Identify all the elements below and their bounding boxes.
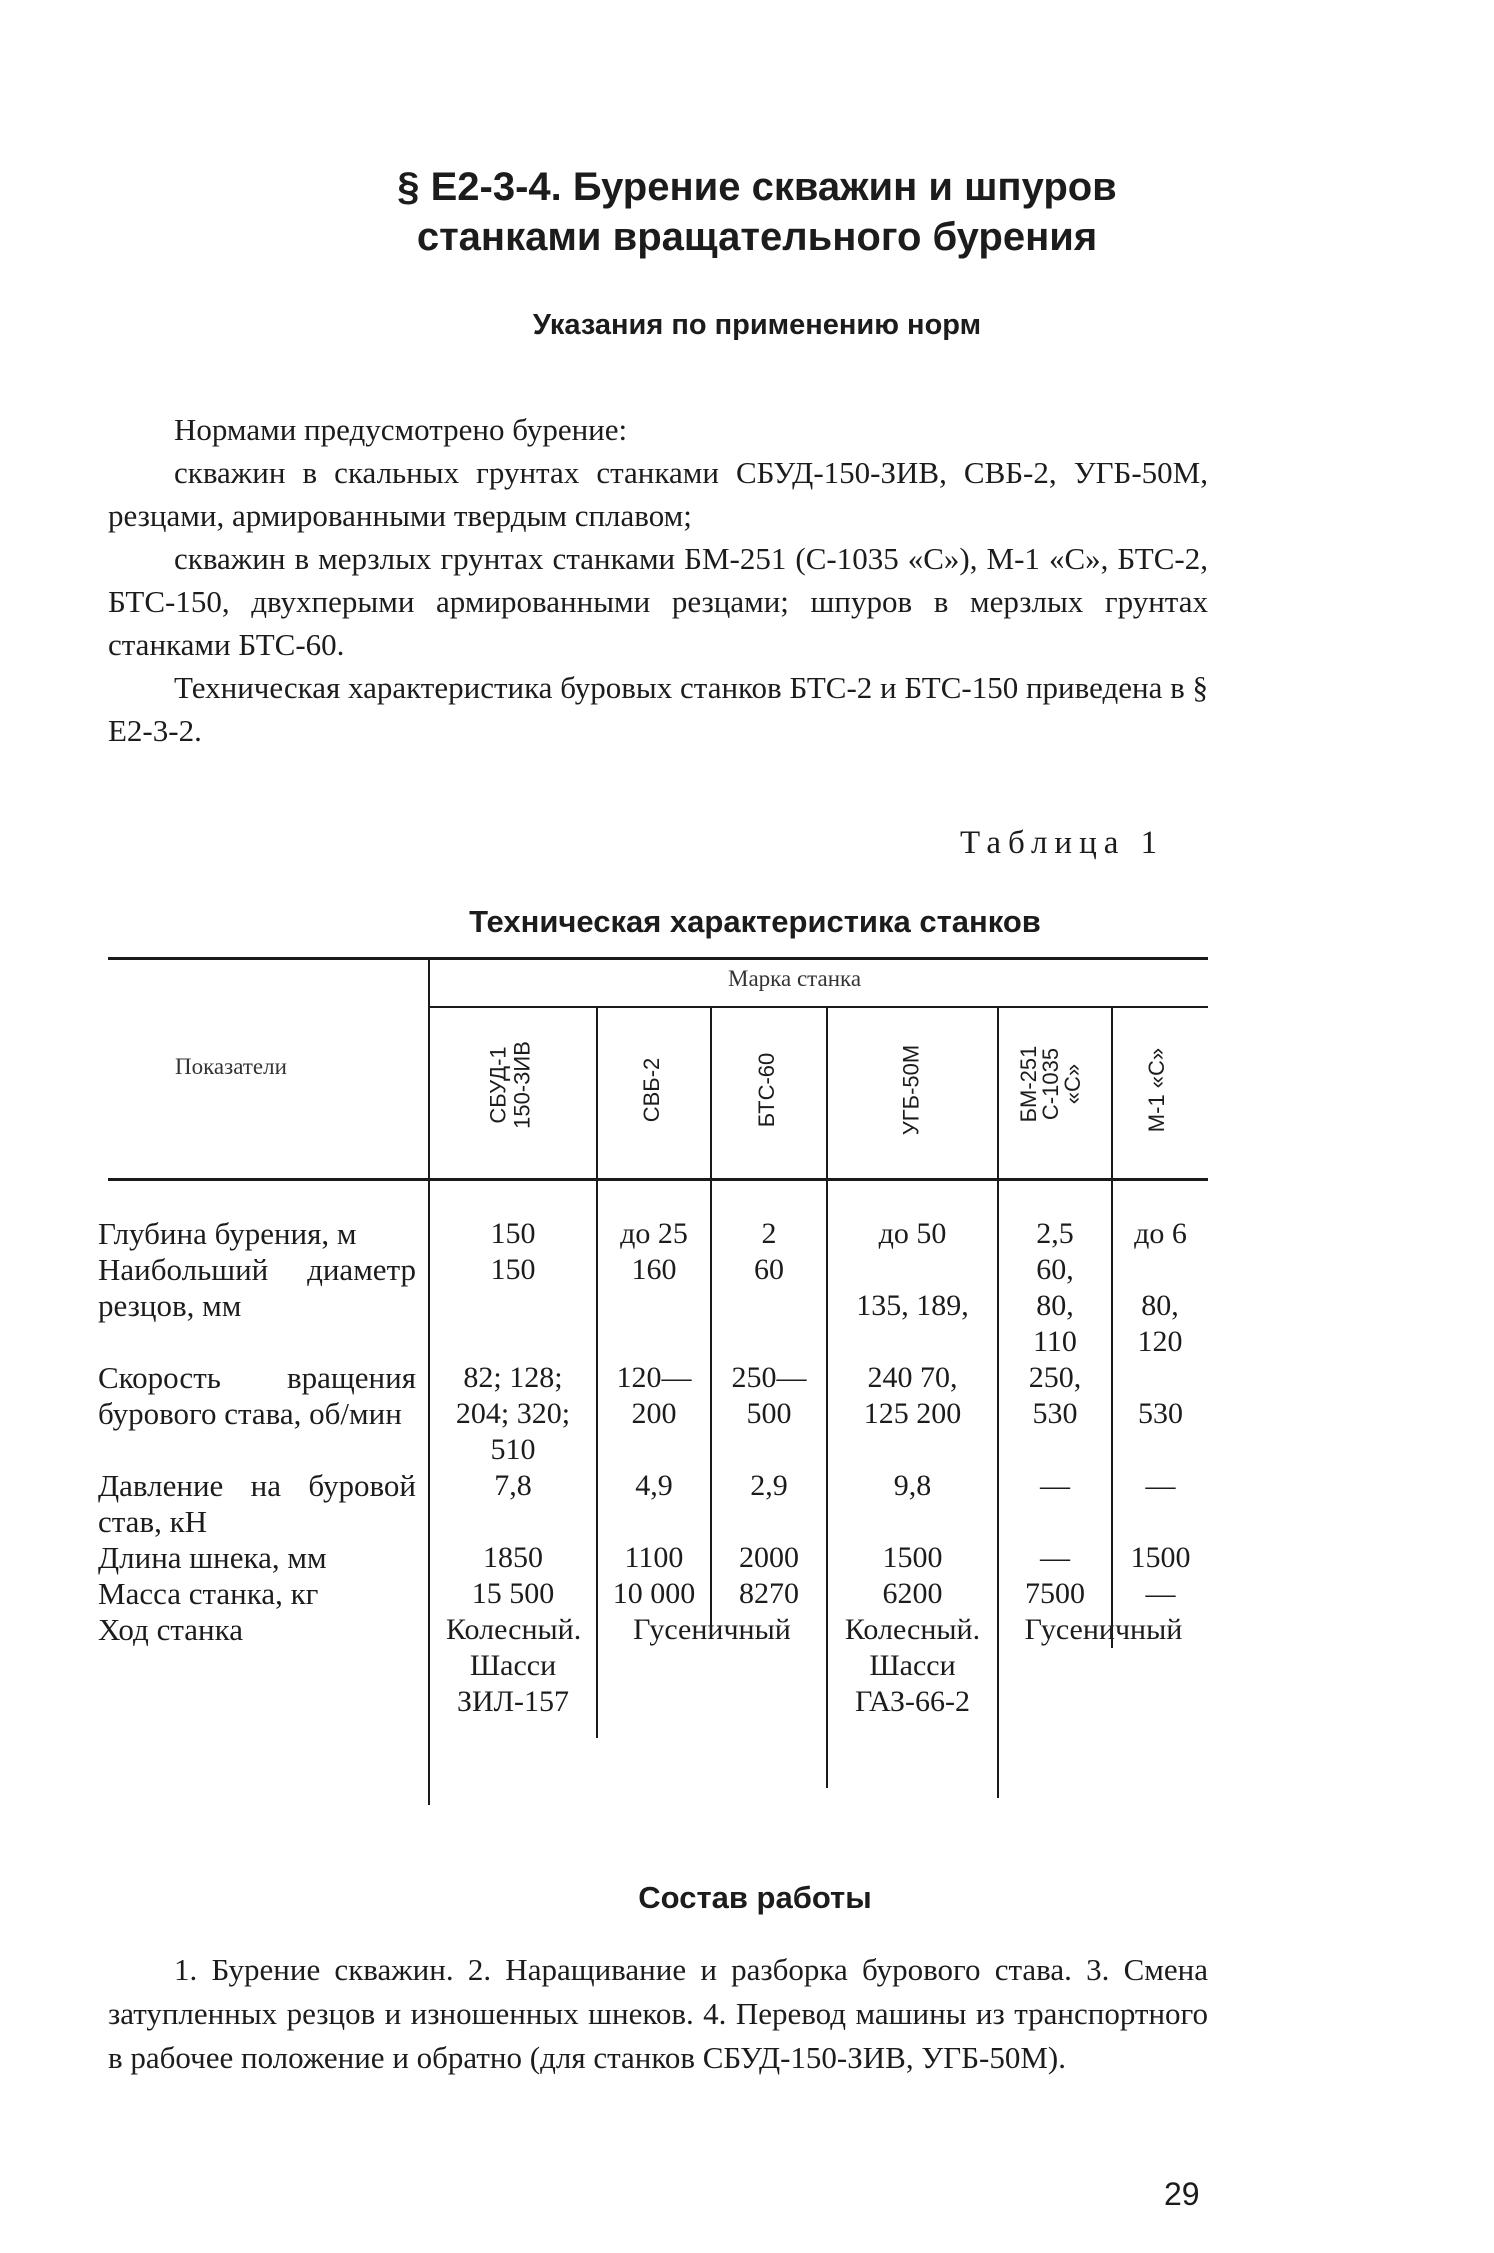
table-cell: 2000	[739, 1541, 799, 1574]
column-header: СВБ-2	[639, 1057, 664, 1123]
table-cell: —	[1040, 1469, 1070, 1502]
row-label: Скорость вращения бурового става, об/мин	[98, 1360, 416, 1431]
header-machine-brand: Марка станка	[728, 966, 862, 991]
table-cell: —	[1145, 1469, 1176, 1502]
group-header-rule	[428, 1006, 1208, 1008]
row-label: Глубина бурения, м	[98, 1216, 357, 1251]
table-cell: 80, 120	[1137, 1289, 1183, 1358]
column-header: УГБ-50М	[898, 1044, 924, 1136]
table-cell: до 25	[620, 1217, 688, 1250]
table-cell: 15 500	[471, 1577, 555, 1610]
usage-paragraph: скважин в мерзлых грунтах станками БМ-251 (С-1035 «С»), М-1 «С», БТС-2, БТС-150, двухперыми армированными резцами; шпуров в мерзлых грунтах станками БТС-60.	[108, 541, 1208, 662]
table-cell: до 50	[878, 1217, 947, 1250]
table-cell: 160	[631, 1253, 677, 1286]
work-text: 1. Бурение скважин. 2. Наращивание и разборка бурового става. 3. Смена затупленных резцов и изношенных шнеков. 4. Перевод машины из транспортного в рабочее положение и обратно (для станков СБУД-150-ЗИВ, УГБ-50М).	[108, 1952, 1208, 2075]
column-divider	[997, 1008, 999, 1798]
table-cell: Гусеничный	[1024, 1613, 1183, 1646]
usage-paragraph: скважин в скальных грунтах станками СБУД-150-ЗИВ, СВБ-2, УГБ-50М, резцами, армированными твердым сплавом;	[108, 455, 1208, 533]
table-cell: —	[1040, 1541, 1070, 1574]
usage-paragraph: Нормами предусмотрено бурение:	[174, 412, 628, 447]
row-label: Наибольший диаметр резцов, мм	[98, 1252, 416, 1323]
table-cell: 150	[490, 1217, 536, 1250]
row-label: Ход станка	[98, 1612, 243, 1647]
usage-heading: Указания по применению норм	[532, 309, 982, 341]
table-cell: до 6	[1134, 1217, 1187, 1250]
table-cell: 4,9	[635, 1469, 673, 1502]
table-cell: 1500	[882, 1541, 943, 1574]
table-cell: 135, 189,	[856, 1289, 969, 1322]
table-cell: 2	[761, 1217, 777, 1250]
column-header: М-1 «С»	[1144, 1047, 1169, 1133]
column-divider	[428, 960, 430, 1805]
table-top-rule	[108, 957, 1208, 960]
table-cell: 2,9	[750, 1469, 788, 1502]
column-header: СБУД-1 150-ЗИВ	[485, 1041, 535, 1129]
table-cell: 7500	[1025, 1577, 1085, 1610]
row-label: Длина шнека, мм	[98, 1540, 327, 1575]
usage-paragraph: Техническая характеристика буровых станков БТС-2 и БТС-150 приведена в § Е2-3-2.	[108, 670, 1208, 748]
table-cell: 10 000	[612, 1577, 696, 1610]
usage-text	[108, 408, 1208, 752]
header-bottom-rule	[108, 1178, 1208, 1181]
table-cell: —	[1145, 1577, 1176, 1610]
table-cell: Колесный. Шасси ЗИЛ-157	[446, 1613, 582, 1718]
table-cell: 1850	[483, 1541, 543, 1574]
table-cell: 250, 530	[1028, 1361, 1082, 1430]
table-cell: 240 70, 125 200	[863, 1361, 962, 1430]
column-header: БТС-60	[754, 1052, 779, 1128]
section-title-line-2: станками вращательного бурения	[416, 215, 1098, 259]
table-cell: 1500	[1130, 1541, 1191, 1574]
header-parameters: Показатели	[175, 1054, 287, 1079]
table-cell: 120— 200	[616, 1361, 692, 1430]
page-number: 29	[1164, 2176, 1200, 2212]
column-divider	[826, 1008, 828, 1788]
table-cell: Гусеничный	[633, 1613, 791, 1646]
table-cell: 1100	[624, 1541, 684, 1574]
table-cell: 7,8	[494, 1469, 532, 1502]
table-cell: 150	[490, 1253, 536, 1286]
table-cell: 2,5	[1036, 1217, 1074, 1250]
section-title-line-1: § Е2-3-4. Бурение скважин и шпуров	[397, 165, 1117, 209]
table-cell: Колесный. Шасси ГАЗ-66-2	[844, 1613, 981, 1718]
table-cell: 6200	[882, 1577, 943, 1610]
table-cell: 60, 80, 110	[1033, 1253, 1077, 1358]
table-number: Таблица 1	[960, 825, 1165, 861]
table-cell: 60	[754, 1253, 784, 1286]
table-cell: 8270	[739, 1577, 799, 1610]
table-cell: 82; 128; 204; 320; 510	[455, 1361, 571, 1466]
work-heading: Состав работы	[638, 1880, 872, 1915]
table-cell: 9,8	[893, 1469, 932, 1502]
table-caption: Техническая характеристика станков	[469, 904, 1041, 939]
table-cell: 530	[1138, 1397, 1183, 1430]
row-label: Масса станка, кг	[98, 1576, 319, 1611]
column-header: БМ-251 С-1035 «С»	[1016, 1045, 1085, 1123]
table-cell: 250— 500	[731, 1361, 807, 1430]
row-label: Давление на буровой став, кН	[98, 1468, 416, 1539]
